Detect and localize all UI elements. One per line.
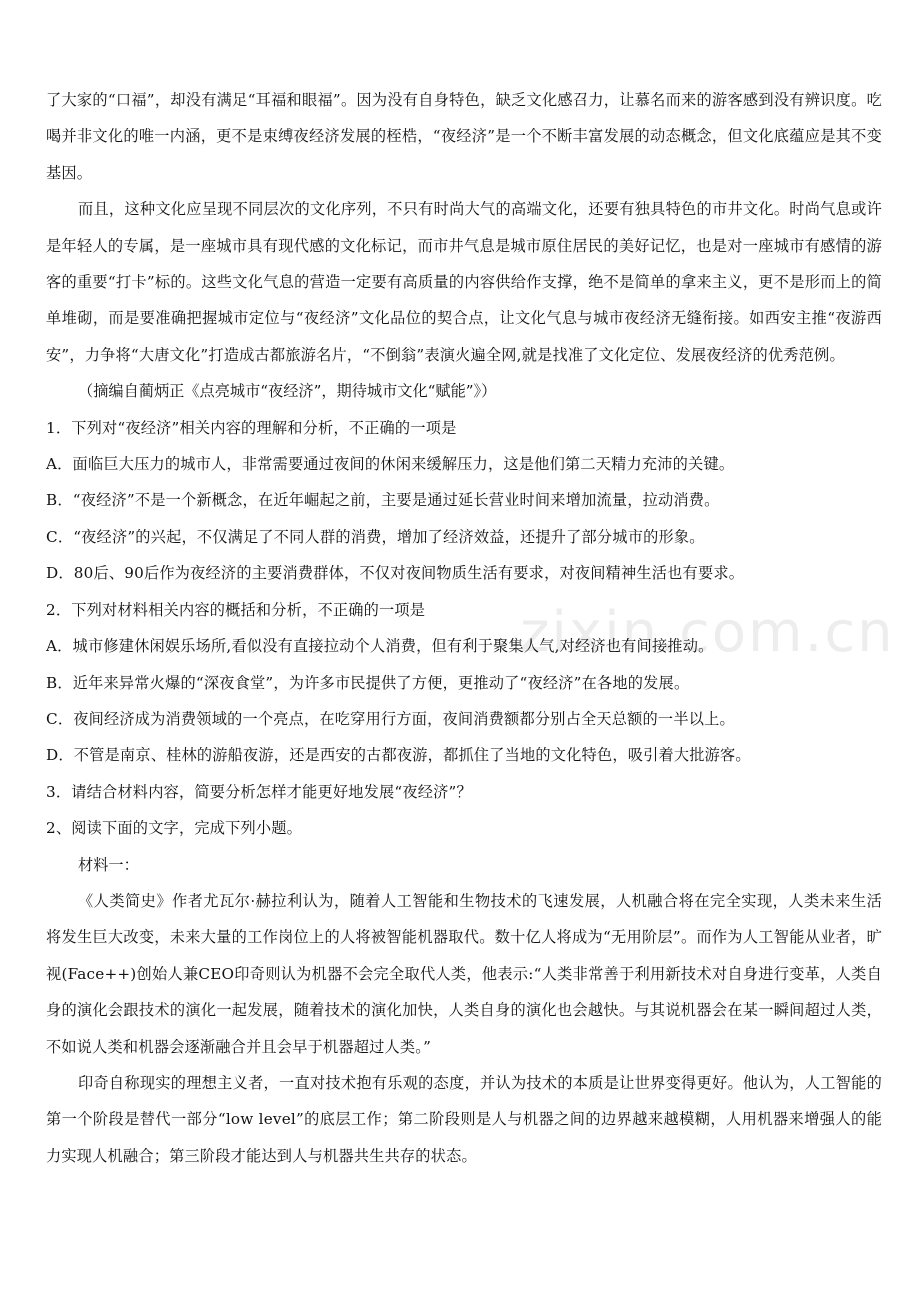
- section-2-heading: 2、阅读下面的文字，完成下列小题。: [46, 819, 303, 838]
- question-1-option-c: C．“夜经济”的兴起，不仅满足了不同人群的消费，增加了经济效益，还提升了部分城市的形象。: [46, 527, 705, 546]
- question-2-option-b: B．近年来异常火爆的“深夜食堂”，为许多市民提供了方便，更推动了“夜经济”在各地的发展。: [46, 673, 690, 692]
- question-1-option-d: D．80后、90后作为夜经济的主要消费群体，不仅对夜间物质生活有要求，对夜间精神生活也有要求。: [46, 564, 745, 583]
- passage-paragraph-2: 而且，这种文化应呈现不同层次的文化序列，不只有时尚大气的高端文化，还要有独具特色的市井文化。时尚气息或许是年轻人的专属，是一座城市具有现代感的文化标记，而市井气息是城市原住居民的美好记忆，也是对一座城市有感情的游客的重要“打卡”标的。这些文化气息的营造一定要有高质量的内容供给作支撑，绝不是简单的拿来主义，更不是形而上的简单堆砌，而是要准确把握城市定位与“夜经济”文化品位的契合点，让文化气息与城市夜经济无缝衔接。如西安主推“夜游西安”，力争将“大唐文化”打造成古都旅游名片，“不倒翁”表演火遍全网,就是找准了文化定位、发展夜经济的优秀范例。: [46, 200, 882, 364]
- question-2-stem: 2．下列对材料相关内容的概括和分析，不正确的一项是: [46, 600, 426, 619]
- material-paragraph-2: 印奇自称现实的理想主义者，一直对技术抱有乐观的态度，并认为技术的本质是让世界变得更好。他认为，人工智能的第一个阶段是替代一部分“low level”的底层工作；第二阶段则是人与机器之间的边界越来越模糊，人用机器来增强人的能力实现人机融合；第三阶段才能达到人与机器共生共存的状态。: [46, 1073, 882, 1165]
- question-1-option-b: B．“夜经济”不是一个新概念，在近年崛起之前，主要是通过延长营业时间来增加流量，拉动消费。: [46, 491, 720, 510]
- passage-paragraph-1: 了大家的“口福”，却没有满足“耳福和眼福”。因为没有自身特色，缺乏文化感召力，让慕名而来的游客感到没有辨识度。吃喝并非文化的唯一内涵，更不是束缚夜经济发展的桎梏，“夜经济”是一个不断丰富发展的动态概念，但文化底蕴应是其不变基因。: [46, 91, 882, 182]
- question-1-stem: 1．下列对“夜经济”相关内容的理解和分析，不正确的一项是: [46, 418, 457, 437]
- source-citation: （摘编自蔺炳正《点亮城市“夜经济”，期待城市文化“赋能”》）: [78, 382, 497, 401]
- material-label: 材料一：: [78, 855, 139, 874]
- question-2-option-d: D．不管是南京、桂林的游船夜游，还是西安的古都夜游，都抓住了当地的文化特色，吸引着大批游客。: [46, 746, 751, 765]
- watermark-text: zixin.com.cn: [520, 600, 895, 665]
- question-1-option-a: A．面临巨大压力的城市人，非常需要通过夜间的休闲来缓解压力，这是他们第二天精力充沛的关键。: [46, 455, 735, 474]
- question-3-stem: 3．请结合材料内容，简要分析怎样才能更好地发展“夜经济”？: [46, 782, 472, 801]
- material-paragraph-1: 《人类简史》作者尤瓦尔·赫拉利认为，随着人工智能和生物技术的飞速发展，人机融合将在完全实现，人类未来生活将发生巨大改变，未来大量的工作岗位上的人将被智能机器取代。数十亿人将成为“无用阶层”。而作为人工智能从业者，旷视(Face++)创始人兼CEO印奇则认为机器不会完全取代人类，他表示:“人类非常善于利用新技术对自身进行变革，人类自身的演化会跟技术的演化一起发展，随着技术的演化加快，人类自身的演化也会越快。与其说机器会在某一瞬间超过人类，不如说人类和机器会逐渐融合并且会早于机器超过人类。”: [46, 891, 882, 1056]
- question-2-option-c: C．夜间经济成为消费领域的一个亮点，在吃穿用行方面，夜间消费额都分别占全天总额的一半以上。: [46, 709, 735, 728]
- question-2-option-a: A．城市修建休闲娱乐场所,看似没有直接拉动个人消费，但有利于聚集人气,对经济也有间接推动。: [46, 637, 714, 656]
